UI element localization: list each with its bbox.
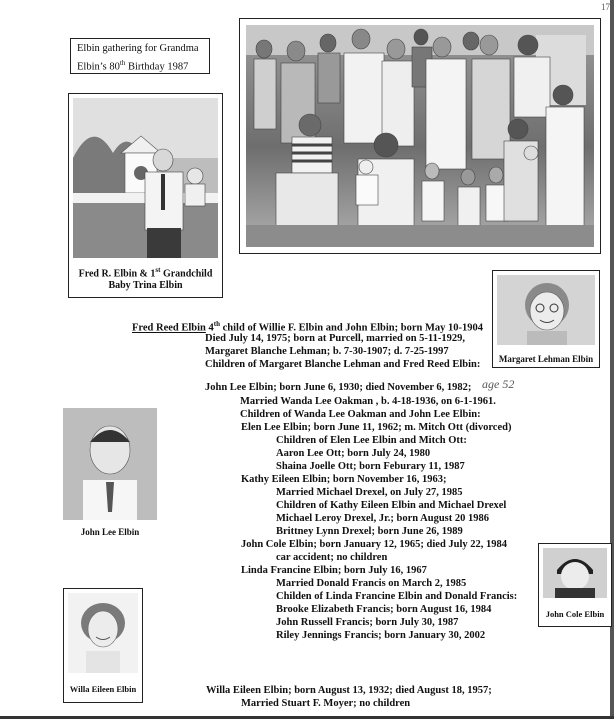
text-line-11: Shaina Joelle Ott; born Feburary 11, 1987 xyxy=(276,461,465,472)
title-line-2: Elbin’s 80th Birthday 1987 xyxy=(77,59,189,73)
text-line-17: John Cole Elbin; born January 12, 1965; died July 22, 1984 xyxy=(241,539,508,550)
text-line-3: Margaret Blanche Lehman; b. 7-30-1907; d. 7-25-1997 xyxy=(205,346,449,357)
text-line-22: Brooke Elizabeth Francis; born August 16, 1984 xyxy=(276,604,492,615)
john-cole-caption: John Cole Elbin xyxy=(545,609,605,619)
text-line-24: Riley Jennings Francis; born January 30, 2002 xyxy=(276,630,486,641)
willa-photo-frame xyxy=(63,588,143,703)
text-line-12: Kathy Eileen Elbin; born November 16, 1963; xyxy=(241,474,447,485)
text-line-13: Married Michael Drexel, on July 27, 1985 xyxy=(276,487,463,498)
text-line-2: Died July 14, 1975; born at Purcell, married on 5-11-1929, xyxy=(205,333,465,344)
text-line-23: John Russell Francis; born July 30, 1987 xyxy=(276,617,459,628)
text-line-7: Children of Wanda Lee Oakman and John Lee Elbin: xyxy=(240,409,481,420)
text-line-14: Children of Kathy Eileen Elbin and Michael Drexel xyxy=(276,500,507,511)
text-line-20: Married Donald Francis on March 2, 1985 xyxy=(276,578,467,589)
text-line-9: Children of Elen Lee Elbin and Mitch Ott: xyxy=(276,435,467,446)
text-line-5: John Lee Elbin; born June 6, 1930; died November 6, 1982; xyxy=(205,382,472,393)
text-line-19: Linda Francine Elbin; born July 16, 1967 xyxy=(241,565,427,576)
john-lee-photo-frame xyxy=(63,408,157,538)
text-line-26: Married Stuart F. Moyer; no children xyxy=(241,698,411,709)
margaret-photo xyxy=(497,275,595,345)
fred-photo xyxy=(73,98,218,258)
john-lee-photo xyxy=(63,408,157,520)
margaret-caption: Margaret Lehman Elbin xyxy=(498,354,594,364)
fred-caption xyxy=(73,264,218,292)
john-lee-caption: John Lee Elbin xyxy=(80,527,140,537)
text-line-21: Childen of Linda Francine Elbin and Donald Francis: xyxy=(276,591,518,602)
group-photo xyxy=(246,25,594,247)
text-line-16: Brittney Lynn Drexel; born June 26, 1989 xyxy=(276,526,463,537)
john-cole-photo-frame xyxy=(538,543,612,627)
willa-photo xyxy=(68,593,138,673)
text-line-25: Willa Eileen Elbin; born August 13, 1932; died August 18, 1957; xyxy=(206,685,492,696)
text-line-6: Married Wanda Lee Oakman , b. 4-18-1936, on 6-1-1961. xyxy=(240,396,496,407)
text-line-4: Children of Margaret Blanche Lehman and Fred Reed Elbin: xyxy=(205,359,481,370)
group-photo-frame xyxy=(239,18,601,254)
fred-caption-line-2: Baby Trina Elbin xyxy=(108,280,183,292)
text-line-10: Aaron Lee Ott; born July 24, 1980 xyxy=(276,448,431,459)
handwritten-note: age 52 xyxy=(482,377,515,391)
fred-caption-line-1: Fred R. Elbin & 1st Grandchild xyxy=(78,266,213,280)
willa-caption: Willa Eileen Elbin xyxy=(69,684,137,694)
text-line-15: Michael Leroy Drexel, Jr.; born August 20 1986 xyxy=(276,513,490,524)
text-line-18: car accident; no children xyxy=(276,552,388,563)
john-cole-photo xyxy=(543,548,607,598)
text-line-8: Elen Lee Elbin; born June 11, 1962; m. Mitch Ott (divorced) xyxy=(241,422,512,433)
page-number: 17 xyxy=(601,2,610,12)
fred-photo-frame xyxy=(68,93,223,298)
text-line-1: Fred Reed Elbin 4th child of Willie F. Elbin and John Elbin; born May 10-1904 xyxy=(132,320,483,334)
title-box xyxy=(70,38,210,74)
title-line-1: Elbin gathering for Grandma xyxy=(77,43,199,54)
margaret-photo-frame xyxy=(492,270,600,368)
